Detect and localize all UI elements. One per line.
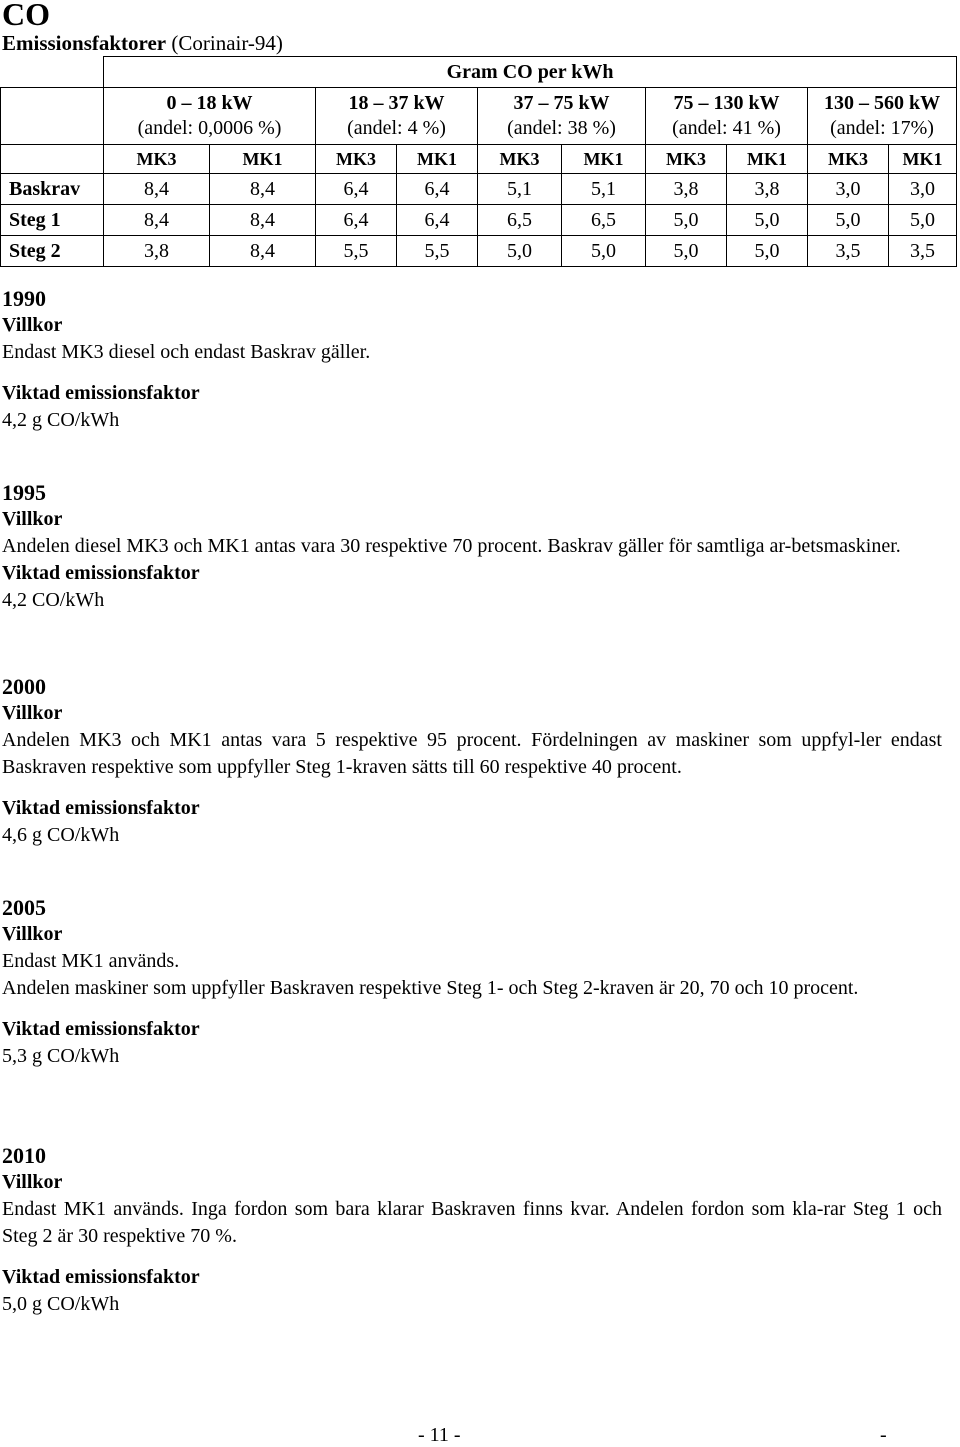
mk-header: MK1 (562, 145, 646, 174)
value-cell: 6,4 (397, 205, 478, 236)
range-label: 75 – 130 kW (673, 92, 780, 114)
value-cell: 3,5 (808, 236, 889, 267)
footer-dash: - (880, 1424, 887, 1446)
villkor-heading: Villkor (2, 508, 63, 530)
page-title: CO (2, 0, 50, 32)
villkor-heading: Villkor (2, 314, 63, 336)
range-share: (andel: 0,0006 %) (137, 117, 282, 139)
faktor-heading: Viktad emissionsfaktor (2, 1266, 200, 1288)
range-share: (andel: 41 %) (672, 117, 781, 139)
villkor-heading: Villkor (2, 1171, 63, 1193)
corner-cell (1, 57, 104, 88)
value-cell: 3,0 (889, 174, 957, 205)
value-cell: 3,8 (104, 236, 210, 267)
value-cell: 3,8 (727, 174, 808, 205)
range-share: (andel: 38 %) (507, 117, 616, 139)
value-cell: 8,4 (210, 205, 316, 236)
faktor-value: 4,2 CO/kWh (2, 589, 105, 611)
row-label: Steg 2 (1, 236, 104, 267)
mk-header: MK1 (727, 145, 808, 174)
caption-source: (Corinair-94) (171, 31, 283, 55)
range-header (808, 88, 957, 145)
faktor-heading: Viktad emissionsfaktor (2, 797, 200, 819)
section-year: 2000 (2, 674, 46, 699)
range-header (478, 88, 646, 145)
group-header: Gram CO per kWh (104, 57, 957, 88)
section-1990 (2, 285, 942, 434)
value-cell: 6,5 (562, 205, 646, 236)
caption-bold: Emissionsfaktorer (2, 31, 167, 55)
range-label: 130 – 560 kW (823, 92, 941, 114)
villkor-text: Andelen MK3 och MK1 antas vara 5 respektive 95 procent. Fördelningen av maskiner som uppfyl-ler endast Baskraven respektive som uppfyller Steg 1-kraven sätts till 60 respektive 40 procent. (2, 729, 942, 778)
villkor-heading: Villkor (2, 702, 63, 724)
mk-header: MK3 (808, 145, 889, 174)
value-cell: 8,4 (210, 236, 316, 267)
section-year: 2005 (2, 895, 46, 920)
villkor-text: Endast MK1 används. (2, 950, 180, 972)
faktor-value: 4,6 g CO/kWh (2, 824, 120, 846)
faktor-value: 5,0 g CO/kWh (2, 1293, 120, 1315)
range-label: 18 – 37 kW (348, 92, 445, 114)
value-cell: 3,0 (808, 174, 889, 205)
value-cell: 5,0 (646, 205, 727, 236)
value-cell: 5,1 (478, 174, 562, 205)
value-cell: 5,1 (562, 174, 646, 205)
table-row (1, 236, 957, 267)
villkor-text: Endast MK1 används. Inga fordon som bara klarar Baskraven finns kvar. Andelen fordon som kla-rar Steg 1 och Steg 2 är 30 respektive 70 %. (2, 1198, 942, 1247)
value-cell: 5,0 (727, 205, 808, 236)
mk-header: MK3 (316, 145, 397, 174)
section-year: 1990 (2, 286, 46, 311)
range-corner-cell (1, 88, 104, 145)
villkor-text-2: Andelen maskiner som uppfyller Baskraven respektive Steg 1- och Steg 2-kraven är 20, 70 och 10 procent. (2, 977, 859, 999)
villkor-text: Andelen diesel MK3 och MK1 antas vara 30 respektive 70 procent. Baskrav gäller för samtliga ar-betsmaskiner. (2, 535, 901, 557)
emission-factor-table (0, 56, 957, 267)
range-share: (andel: 17%) (830, 117, 934, 139)
value-cell: 5,0 (727, 236, 808, 267)
value-cell: 5,5 (397, 236, 478, 267)
value-cell: 5,0 (889, 205, 957, 236)
value-cell: 8,4 (104, 205, 210, 236)
section-2000 (2, 673, 942, 849)
value-cell: 6,4 (397, 174, 478, 205)
villkor-text: Endast MK3 diesel och endast Baskrav gäller. (2, 341, 371, 363)
value-cell: 8,4 (104, 174, 210, 205)
mk-header: MK1 (397, 145, 478, 174)
value-cell: 5,0 (562, 236, 646, 267)
row-label: Baskrav (1, 174, 104, 205)
value-cell: 6,4 (316, 205, 397, 236)
value-cell: 3,5 (889, 236, 957, 267)
faktor-heading: Viktad emissionsfaktor (2, 1018, 200, 1040)
section-year: 2010 (2, 1143, 46, 1168)
faktor-value: 5,3 g CO/kWh (2, 1045, 120, 1067)
value-cell: 6,4 (316, 174, 397, 205)
value-cell: 6,5 (478, 205, 562, 236)
value-cell: 5,0 (478, 236, 562, 267)
value-cell: 3,8 (646, 174, 727, 205)
faktor-heading: Viktad emissionsfaktor (2, 382, 200, 404)
range-share: (andel: 4 %) (347, 117, 446, 139)
range-header (316, 88, 478, 145)
row-label: Steg 1 (1, 205, 104, 236)
section-2010 (2, 1142, 942, 1318)
table-row (1, 205, 957, 236)
table-caption (2, 30, 283, 56)
section-year: 1995 (2, 480, 46, 505)
table-row (1, 174, 957, 205)
range-header (104, 88, 316, 145)
value-cell: 5,0 (808, 205, 889, 236)
villkor-heading: Villkor (2, 923, 63, 945)
page-number: - 11 - (418, 1424, 461, 1446)
mk-header: MK3 (478, 145, 562, 174)
range-label: 37 – 75 kW (513, 92, 610, 114)
mk-header: MK1 (210, 145, 316, 174)
mk-header: MK1 (889, 145, 957, 174)
section-1995 (2, 479, 942, 614)
section-2005 (2, 894, 942, 1070)
range-header (646, 88, 808, 145)
mk-corner-cell (1, 145, 104, 174)
faktor-value: 4,2 g CO/kWh (2, 409, 120, 431)
faktor-heading: Viktad emissionsfaktor (2, 562, 200, 584)
mk-header: MK3 (646, 145, 727, 174)
value-cell: 8,4 (210, 174, 316, 205)
value-cell: 5,5 (316, 236, 397, 267)
mk-header: MK3 (104, 145, 210, 174)
range-label: 0 – 18 kW (166, 92, 253, 114)
value-cell: 5,0 (646, 236, 727, 267)
